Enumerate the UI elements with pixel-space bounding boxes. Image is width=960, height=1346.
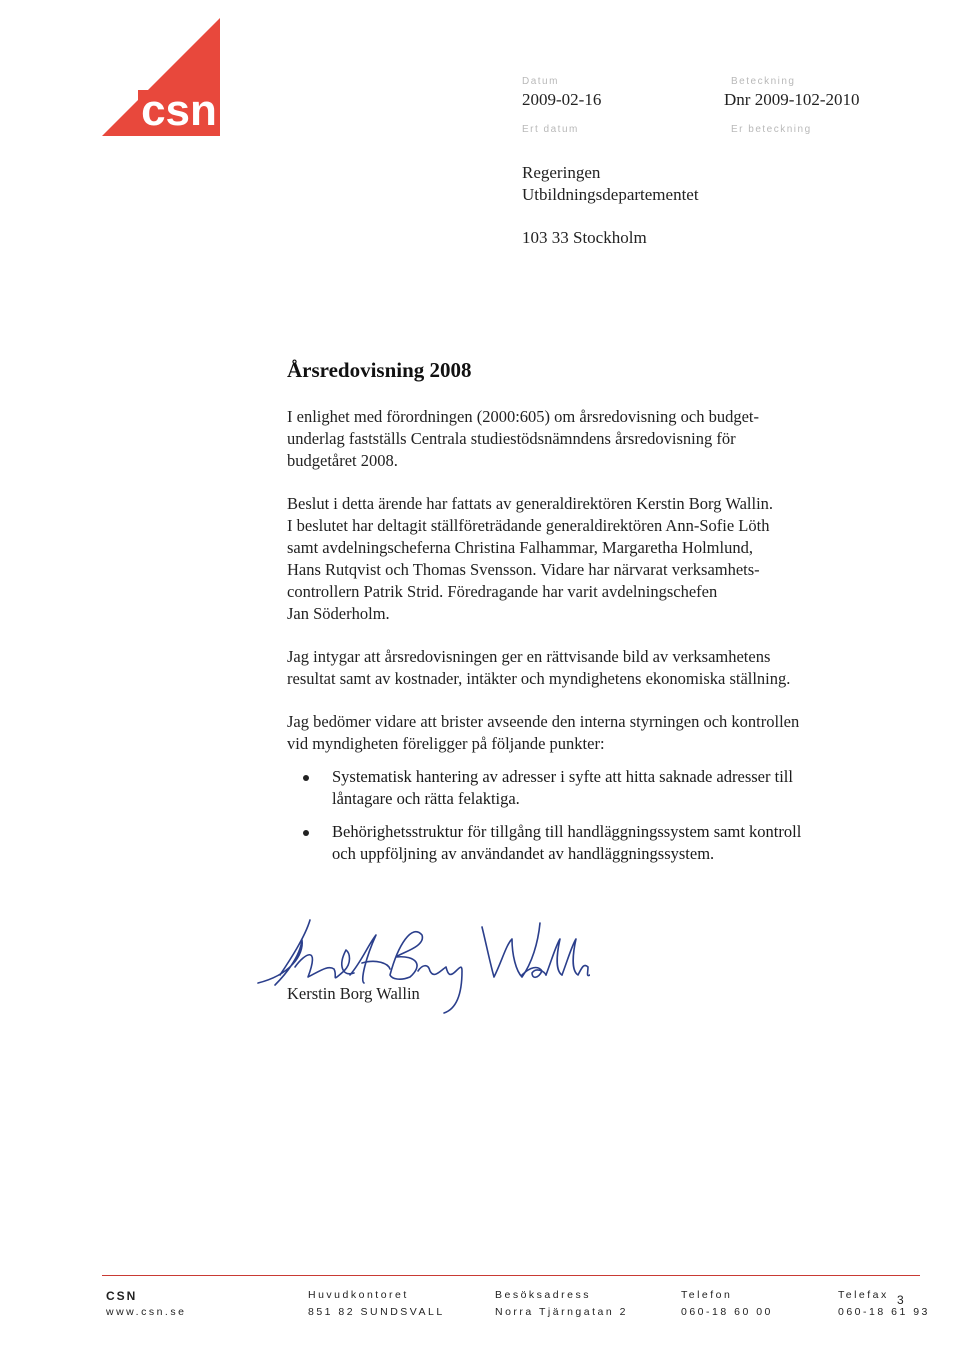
beteckning-label: Beteckning (731, 76, 796, 87)
footer-hq-value: 851 82 SUNDSVALL (308, 1306, 445, 1318)
text-line: och uppföljning av användandet av handläggningssystem. (332, 844, 715, 863)
paragraph-decision (287, 493, 907, 625)
text-line: Hans Rutqvist och Thomas Svensson. Vidare har närvarat verksamhets- (287, 560, 760, 579)
text-line: underlag fastställs Centrala studiestödsnämndens årsredovisning för (287, 429, 736, 448)
text-line: Jag intygar att årsredovisningen ger en rättvisande bild av verksamhetens (287, 647, 771, 666)
footer-org: CSN (106, 1289, 138, 1303)
text-line: resultat samt av kostnader, intäkter och myndighetens ekonomiska ställning. (287, 669, 791, 688)
deficiency-list (287, 766, 907, 865)
page-number: 3 (897, 1293, 904, 1307)
paragraph-assessment (287, 711, 907, 755)
footer-website: www.csn.se (106, 1306, 187, 1318)
footer-hq-label: Huvudkontoret (308, 1289, 409, 1301)
text-line: budgetåret 2008. (287, 451, 398, 470)
bullet-icon (303, 830, 309, 836)
footer-phone-value: 060-18 60 00 (681, 1306, 773, 1318)
footer-phone-label: Telefon (681, 1289, 733, 1301)
text-line: Jan Söderholm. (287, 604, 390, 623)
footer-visit-value: Norra Tjärngatan 2 (495, 1306, 628, 1318)
er-beteckning-label: Er beteckning (731, 124, 812, 135)
footer-fax-label: Telefax (838, 1289, 889, 1301)
list-item (287, 821, 907, 865)
text-line: Systematisk hantering av adresser i syfte att hitta saknade adresser till (332, 767, 793, 786)
recipient-line-3: 103 33 Stockholm (522, 228, 647, 247)
footer-visit-label: Besöksadress (495, 1289, 591, 1301)
beteckning-value: Dnr 2009-102-2010 (724, 90, 860, 109)
text-line: Jag bedömer vidare att brister avseende den interna styrningen och kontrollen (287, 712, 800, 731)
recipient-address (522, 162, 699, 249)
bullet-icon (303, 775, 309, 781)
logo-text: csn (141, 86, 217, 135)
document-body (287, 406, 907, 876)
datum-value: 2009-02-16 (522, 90, 602, 109)
document-title: Årsredovisning 2008 (287, 358, 472, 382)
text-line: I enlighet med förordningen (2000:605) om årsredovisning och budget- (287, 407, 759, 426)
datum-label: Datum (522, 76, 559, 87)
signer-name: Kerstin Borg Wallin (287, 984, 420, 1003)
text-line: låntagare och rätta felaktiga. (332, 789, 520, 808)
text-line: samt avdelningscheferna Christina Falhammar, Margaretha Holmlund, (287, 538, 753, 557)
footer-divider (102, 1275, 920, 1276)
list-item (287, 766, 907, 810)
ert-datum-label: Ert datum (522, 124, 579, 135)
text-line: vid myndigheten föreligger på följande punkter: (287, 734, 605, 753)
paragraph-intro (287, 406, 907, 472)
paragraph-certification (287, 646, 907, 690)
recipient-line-2: Utbildningsdepartementet (522, 185, 699, 204)
text-line: Beslut i detta ärende har fattats av generaldirektören Kerstin Borg Wallin. (287, 494, 774, 513)
text-line: Behörighetsstruktur för tillgång till handläggningssystem samt kontroll (332, 822, 802, 841)
footer-fax-value: 060-18 61 93 (838, 1306, 930, 1318)
text-line: controllern Patrik Strid. Föredragande har varit avdelningschefen (287, 582, 718, 601)
text-line: I beslutet har deltagit ställföreträdande generaldirektören Ann-Sofie Löth (287, 516, 770, 535)
recipient-line-1: Regeringen (522, 163, 601, 182)
csn-logo (102, 18, 220, 136)
